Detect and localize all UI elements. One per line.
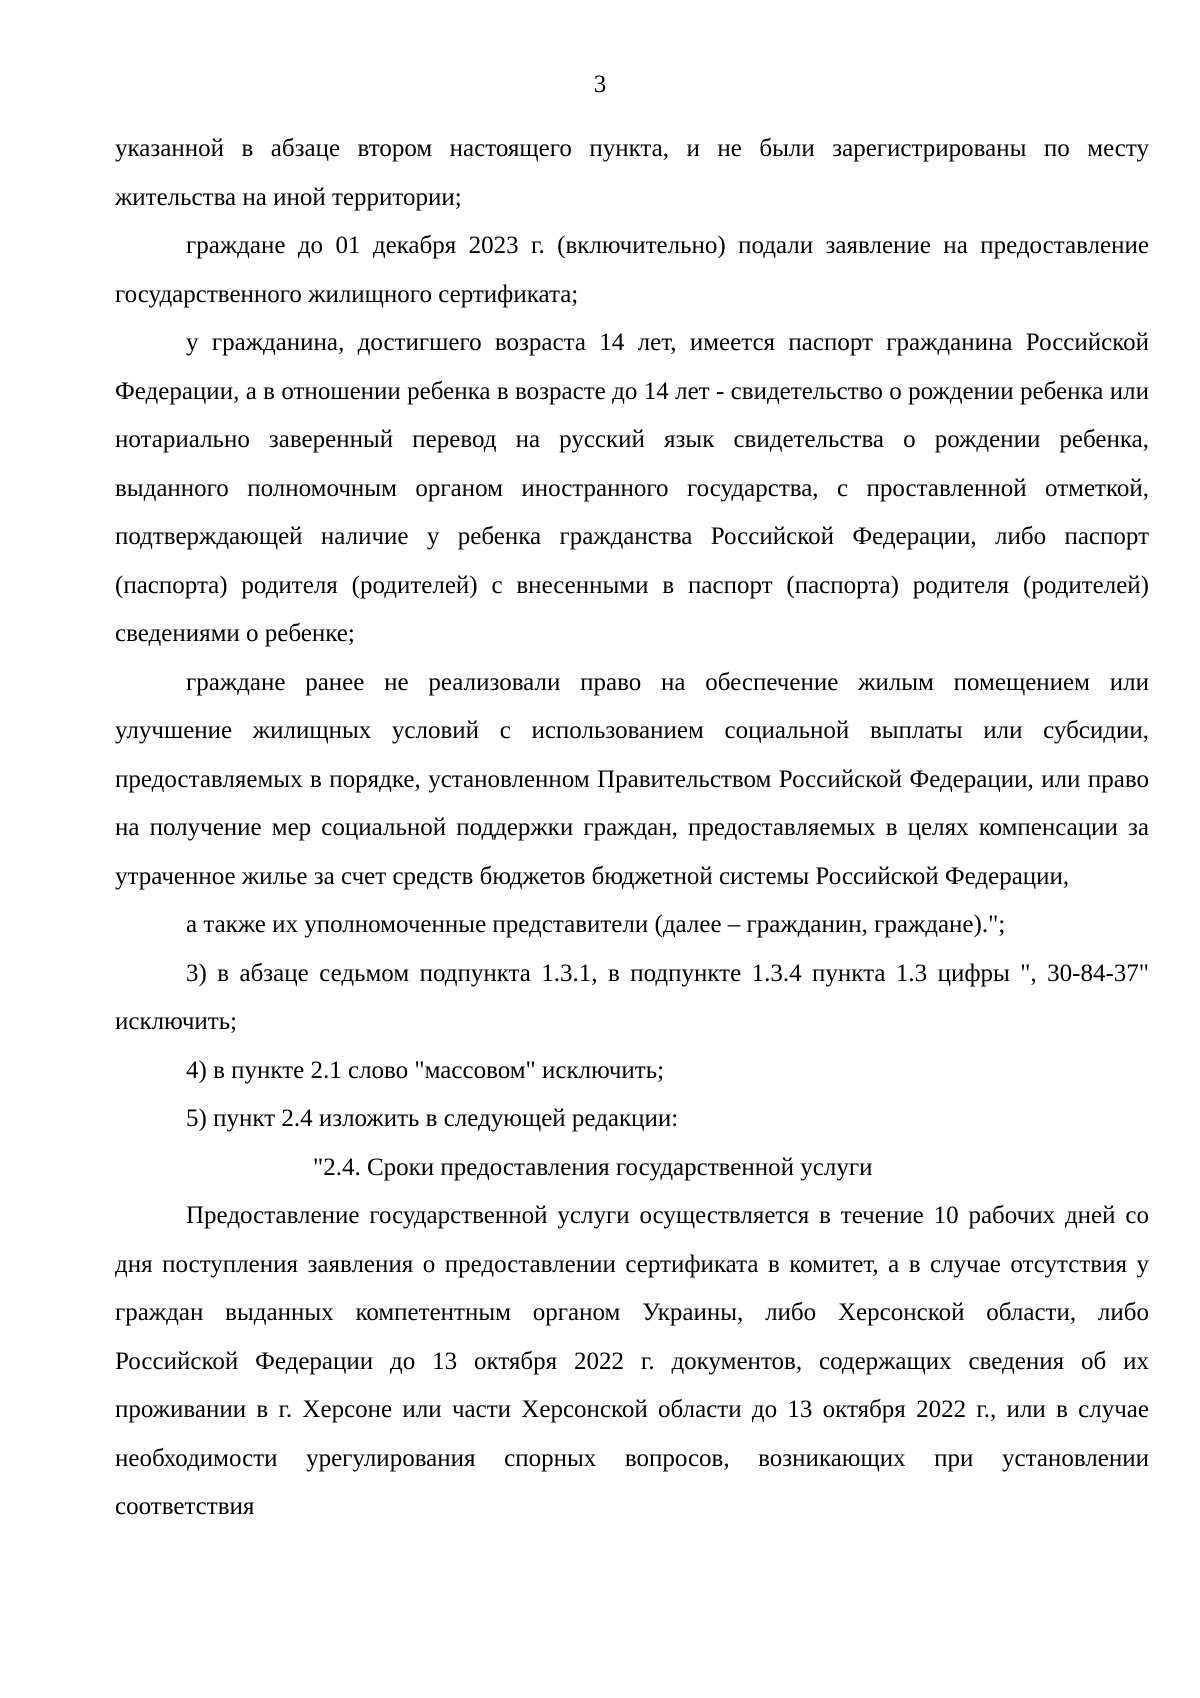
paragraph-continuation: указанной в абзаце втором настоящего пункта, и не были зарегистрированы по месту жительства на иной территории; bbox=[115, 135, 1149, 211]
paragraph-housing-right: граждане ранее не реализовали право на обеспечение жилым помещением или улучшение жилищных условий с использованием социальной выплаты или субсидии, предоставляемых в порядке, установленном Правительством Российской Федерации, или право на получение мер социальной поддержки граждан, предоставляемых в целях компенсации за утраченное жилье за счет средств бюджетов бюджетной системы Российской Федерации, bbox=[115, 668, 1149, 890]
paragraph-item-5: 5) пункт 2.4 изложить в следующей редакции: bbox=[186, 1105, 679, 1132]
paragraph-representatives: а также их уполномоченные представители (далее – гражданин, граждане)."; bbox=[186, 911, 1006, 938]
paragraph-service-terms: Предоставление государственной услуги осуществляется в течение 10 рабочих дней со дня поступления заявления о предоставлении сертификата в комитет, а в случае отсутствия у граждан выданных компетентным органом Украины, либо Херсонской области, либо Российской Федерации до 13 октября 2022 г. документов, содержащих сведения об их проживании в г. Херсоне или части Херсонской области до 13 октября 2022 г., или в случае необходимости урегулирования спорных вопросов, возникающих при установлении соответствия bbox=[115, 1202, 1149, 1520]
paragraph-item-3: 3) в абзаце седьмом подпункта 1.3.1, в подпункте 1.3.4 пункта 1.3 цифры ", 30-84-37" исключить; bbox=[115, 959, 1149, 1035]
paragraph-passport-requirement: у гражданина, достигшего возраста 14 лет, имеется паспорт гражданина Российской Федерации, а в отношении ребенка в возрасте до 14 лет - свидетельство о рождении ребенка или нотариально заверенный перевод на русский язык свидетельства о рождении ребенка, выданного полномочным органом иностранного государства, с проставленной отметкой, подтверждающей наличие у ребенка гражданства Российской Федерации, либо паспорт (паспорта) родителя (родителей) с внесенными в паспорт (паспорта) родителя (родителей) сведениями о ребенке; bbox=[115, 329, 1149, 647]
page-number: 3 bbox=[593, 71, 607, 98]
paragraph-application-deadline: граждане до 01 декабря 2023 г. (включительно) подали заявление на предоставление государственного жилищного сертификата; bbox=[115, 232, 1149, 308]
document-body bbox=[115, 125, 1149, 1532]
paragraph-item-4: 4) в пункте 2.1 слово "массовом" исключить; bbox=[186, 1056, 665, 1084]
section-heading-2-4: "2.4. Сроки предоставления государственной услуги bbox=[313, 1153, 873, 1181]
